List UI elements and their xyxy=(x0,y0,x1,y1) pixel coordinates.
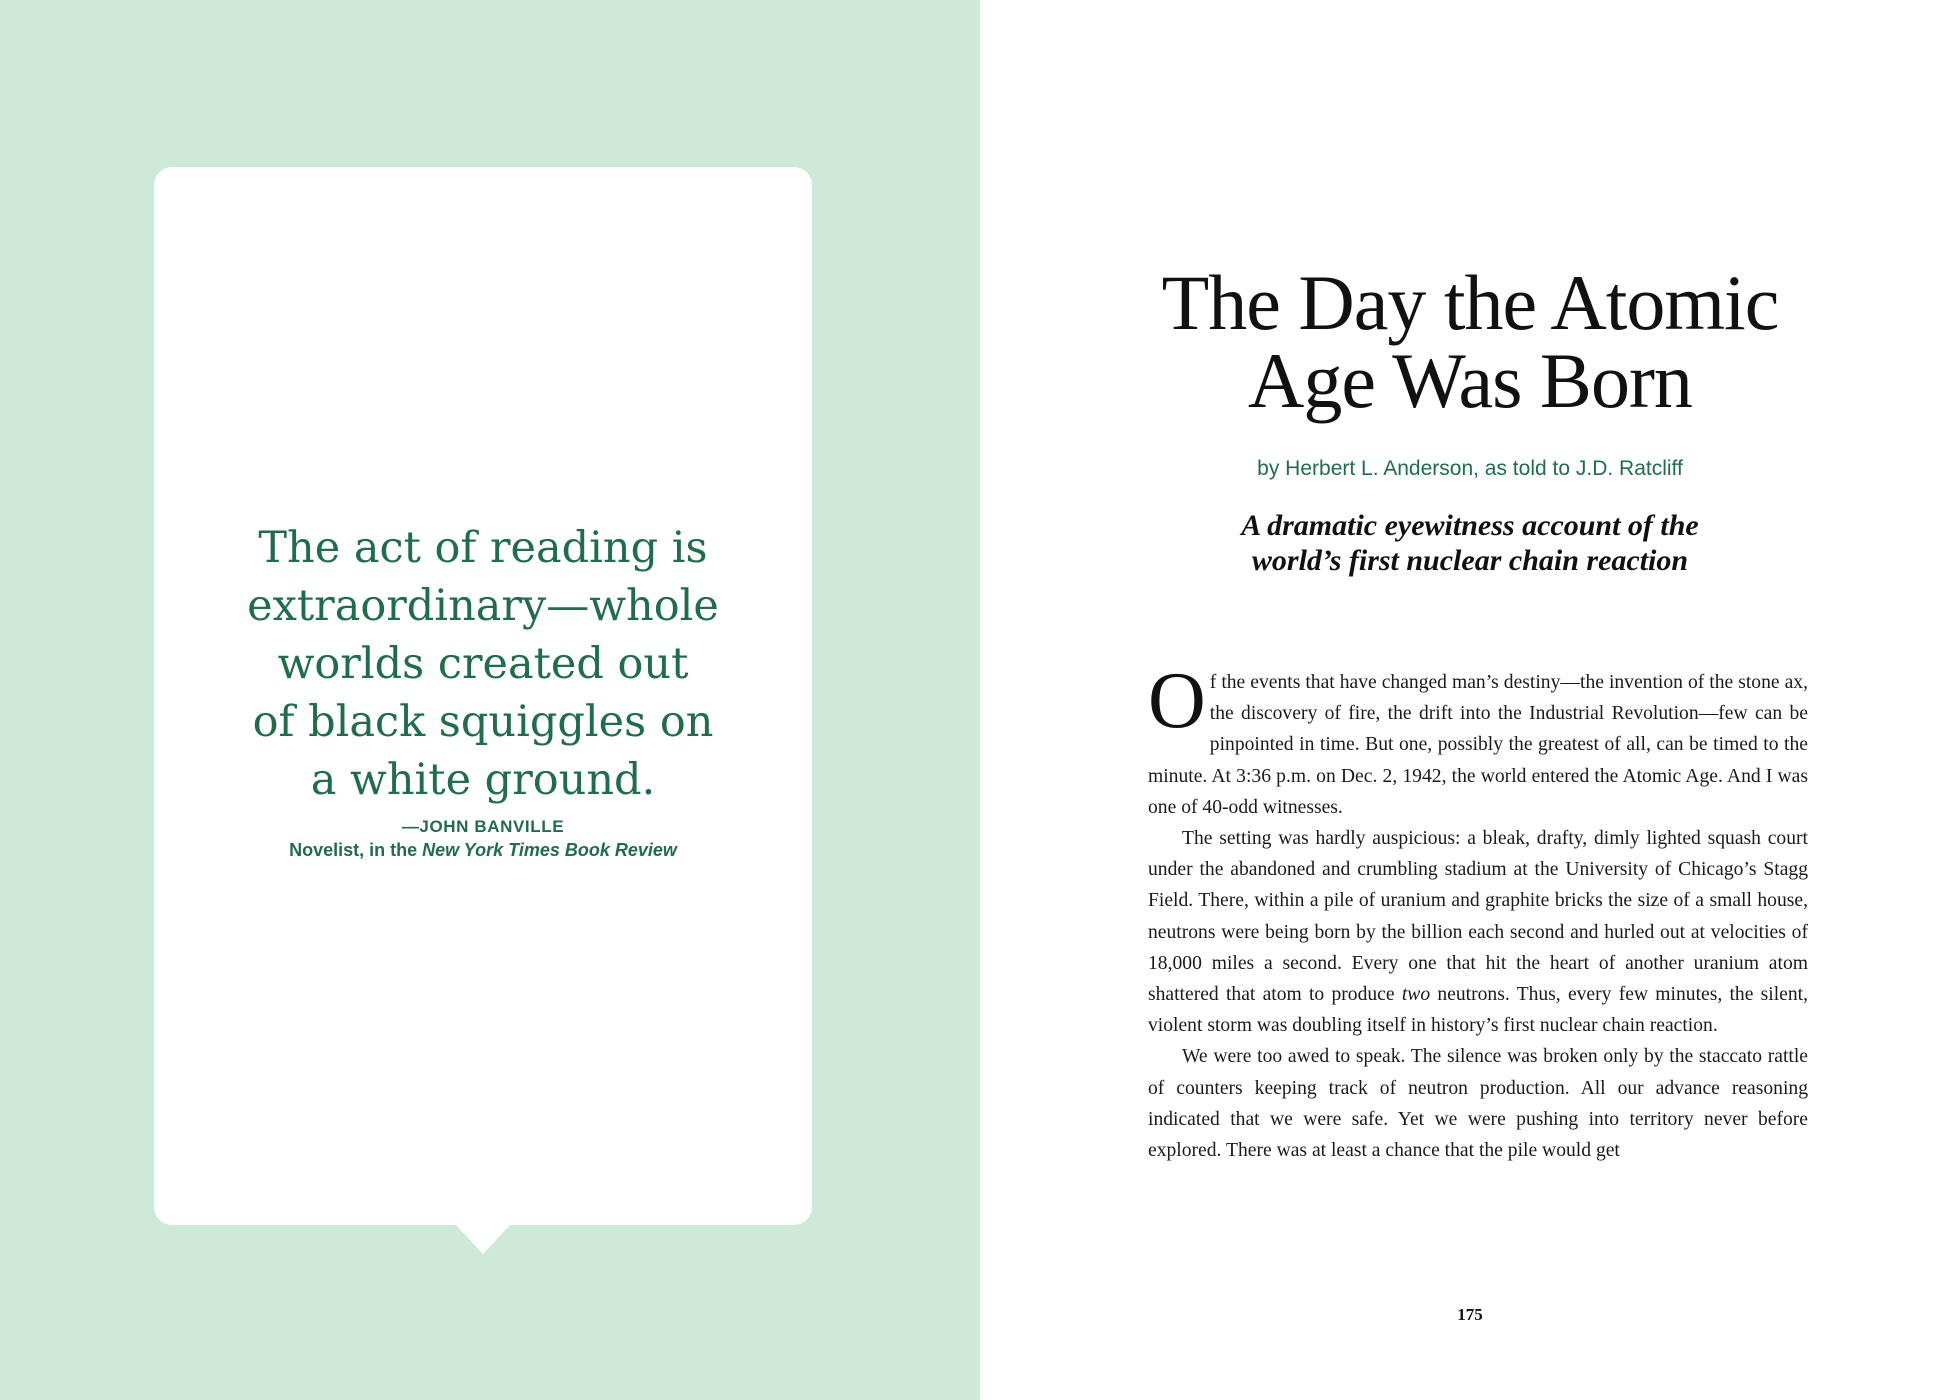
right-page xyxy=(980,0,1960,1400)
byline: by Herbert L. Anderson, as told to J.D. Ratcliff xyxy=(1257,457,1683,480)
article-deck xyxy=(980,508,1960,578)
pull-quote-line: worlds created out xyxy=(277,639,689,689)
page-number: 175 xyxy=(1457,1305,1483,1324)
drop-cap: O xyxy=(1148,657,1206,745)
quote-card xyxy=(154,167,812,1225)
quote-author: —JOHN BANVILLE xyxy=(401,817,565,836)
speech-bubble-pointer xyxy=(453,1222,513,1254)
body-paragraph-text: We were too awed to speak. The silence was broken only by the staccato rattle of counters keeping track of neutron production. All our advance reasoning indicated that we were safe. Yet we were pushing into territory never before explored. There was at least a chance that the pile would get xyxy=(1148,1046,1808,1162)
body-paragraph xyxy=(1148,657,1808,823)
body-paragraph xyxy=(1148,1041,1808,1166)
pull-quote-line: of black squiggles on xyxy=(252,697,714,747)
article-body xyxy=(1148,657,1808,1166)
body-paragraph xyxy=(1148,823,1808,1041)
pull-quote-line: The act of reading is xyxy=(258,523,708,573)
article-title-line: The Day the Atomic xyxy=(1161,259,1779,346)
quote-source-publication: New York Times Book Review xyxy=(422,840,677,860)
article-title xyxy=(980,259,1960,424)
body-paragraph-text: The setting was hardly auspicious: a bleak, drafty, dimly lighted squash court under the abandoned and crumbling stadium at the University of Chicago’s Stagg Field. There, within a pile of uranium and graphite bricks the size of a small house, neutrons were being born by the billion each second and hurled out at velocities of 18,000 miles a second. Every one that hit the heart of another uranium atom shattered that atom to produce xyxy=(1148,828,1808,1006)
body-emphasis: two xyxy=(1401,984,1431,1006)
pull-quote-line: extraordinary—whole xyxy=(247,581,719,631)
article-deck-line: world’s first nuclear chain reaction xyxy=(1251,544,1689,577)
quote-attribution xyxy=(154,816,812,862)
article-title-line: Age Was Born xyxy=(1248,337,1692,424)
pull-quote-line: a white ground. xyxy=(310,755,656,805)
body-paragraph-text: neutrons. Thus, every few minutes, the silent, violent storm was doubling itself in history’s first nuclear chain reaction. xyxy=(1148,984,1808,1037)
quote-source-prefix: Novelist, in the xyxy=(289,840,423,860)
article-deck-line: A dramatic eyewitness account of the xyxy=(1241,509,1699,542)
quote-source xyxy=(154,838,812,862)
body-paragraph-text: f the events that have changed man’s destiny—the invention of the stone ax, the discovery of fire, the drift into the Industrial Revolution—few can be pinpointed in time. But one, possibly the greatest of all, can be timed to the minute. At 3:36 p.m. on Dec. 2, 1942, the world entered the Atomic Age. And I was one of 40-odd witnesses. xyxy=(1148,672,1808,818)
pull-quote xyxy=(154,519,812,809)
